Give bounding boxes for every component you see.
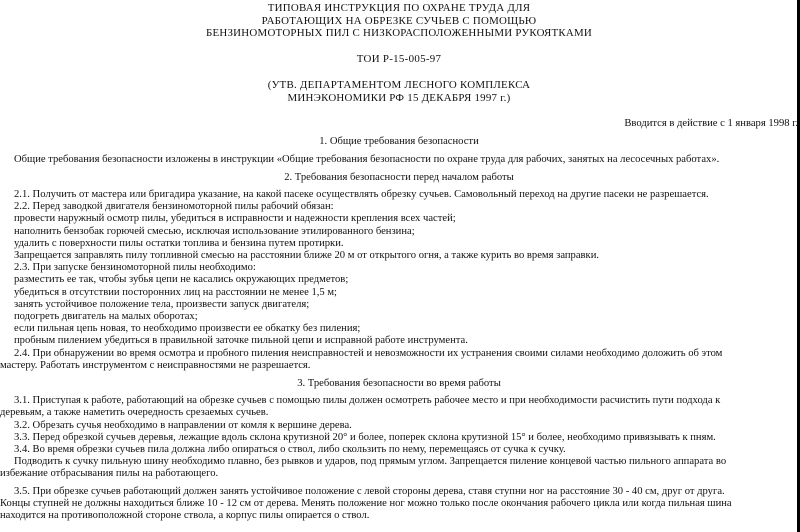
paragraph-continuation: мастеру. Работать инструментом с неисправностями не разрешается. [0,359,311,371]
title-line: ТИПОВАЯ ИНСТРУКЦИЯ ПО ОХРАНЕ ТРУДА ДЛЯ [267,2,531,14]
document-code: ТОИ Р-15-005-97 [356,52,442,65]
list-item: если пильная цепь новая, то необходимо произвести ее обкатку без пиления; [14,323,361,335]
paragraph: Подводить к сучку пильную шину необходимо плавно, без рывков и ударов, под прямым углом. Запрещается пиление концевой частью пильного аппарата во [14,456,727,468]
title-line: БЕНЗИНОМОТОРНЫХ ПИЛ С НИЗКОРАСПОЛОЖЕННЫМИ РУКОЯТКАМИ [205,27,593,40]
paragraph: 3.1. Приступая к работе, работающий на обрезке сучьев с помощью пилы должен осмотреть рабочее место и при необходимости расчистить пути подхода к [14,395,721,407]
paragraph: 3.4. Во время обрезки сучьев пила должна либо опираться о ствол, либо скользить по нему, перемещаясь от сучка к сучку. [14,444,566,456]
section-1-text: Общие требования безопасности изложены в инструкции «Общие требования безопасности по охране труда для рабочих, занятых на лесосечных работах». [14,153,720,165]
section-2-heading: 2. Требования безопасности перед началом работы [284,171,514,183]
section-3-body [0,395,798,522]
approval-note [0,79,798,104]
list-item: пробным пилением убедиться в правильной заточке пильной цепи и исправной работе инструмента. [14,335,468,347]
paragraph: 3.2. Обрезать сучья необходимо в направлении от комля к вершине дерева. [14,419,352,431]
document-title [0,2,798,40]
list-item: убедиться в отсутствии посторонних лиц на расстоянии не менее 1,5 м; [14,286,337,298]
paragraph-continuation: Концы ступней не должны находиться ближе 10 - 12 см от дерева. Менять положение ног можно только после окончания рабочего цикла или когда пильная шина [0,497,732,509]
list-item: разместить ее так, чтобы зубья цепи не касались окружающих предметов; [14,274,349,286]
list-item: удалить с поверхности пилы остатки топлива и бензина путем протирки. [14,237,344,249]
paragraph: Запрещается заправлять пилу топливной смесью на расстоянии ближе 20 м от открытого огня, а также курить во время заправки. [14,250,600,261]
paragraph: 2.3. При запуске бензиномоторной пилы необходимо: [14,262,256,274]
effective-date: Вводится в действие с 1 января 1998 г. [624,118,798,130]
section-3-heading: 3. Требования безопасности во время работы [297,378,501,390]
paragraph: 3.5. При обрезке сучьев работающий должен занять устойчивое положение с левой стороны дерева, ставя ступни ног на расстояние 30 - 40 см, друг от друга. [14,485,725,497]
list-item: провести наружный осмотр пилы, убедиться в исправности и надежности крепления всех частей; [14,213,456,225]
list-item: наполнить бензобак горючей смесью, исключая использование этилированного бензина; [14,225,415,237]
paragraph-continuation: находится на противоположной стороне ствола, а корпус пилы опирается о ствол. [0,510,370,522]
list-item: занять устойчивое положение тела, произвести запуск двигателя; [14,298,310,310]
list-item: подогреть двигатель на малых оборотах; [14,311,198,323]
paragraph: 2.2. Перед заводкой двигателя бензиномоторной пилы рабочий обязан: [14,201,334,213]
paragraph-continuation: избежание отбрасывания пилы на работающего. [0,468,219,480]
approval-line: (УТВ. ДЕПАРТАМЕНТОМ ЛЕСНОГО КОМПЛЕКСА [267,78,531,91]
document [0,2,798,522]
section-1-heading: 1. Общие требования безопасности [319,136,479,148]
section-2-body [0,189,798,372]
title-line: РАБОТАЮЩИХ НА ОБРЕЗКЕ СУЧЬЕВ С ПОМОЩЬЮ [261,14,537,27]
paragraph-continuation: деревьям, а также наметить очередность срезаемых сучьев. [0,407,269,419]
paragraph: 2.1. Получить от мастера или бригадира указание, на какой пасеке осуществлять обрезку сучьев. Самовольный переход на другие пасеки не разрешается. [14,188,709,200]
approval-line: МИНЭКОНОМИКИ РФ 15 ДЕКАБРЯ 1997 г.) [287,91,511,104]
paragraph: 3.3. Перед обрезкой сучьев деревья, лежащие вдоль склона крутизной 20° и более, поперек склона крутизной 15° и более, необходимо привязывать к пням. [14,431,716,443]
paragraph: 2.4. При обнаружении во время осмотра и пробного пиления неисправностей и невозможности их устранения своими силами необходимо доложить об этом [14,347,723,359]
